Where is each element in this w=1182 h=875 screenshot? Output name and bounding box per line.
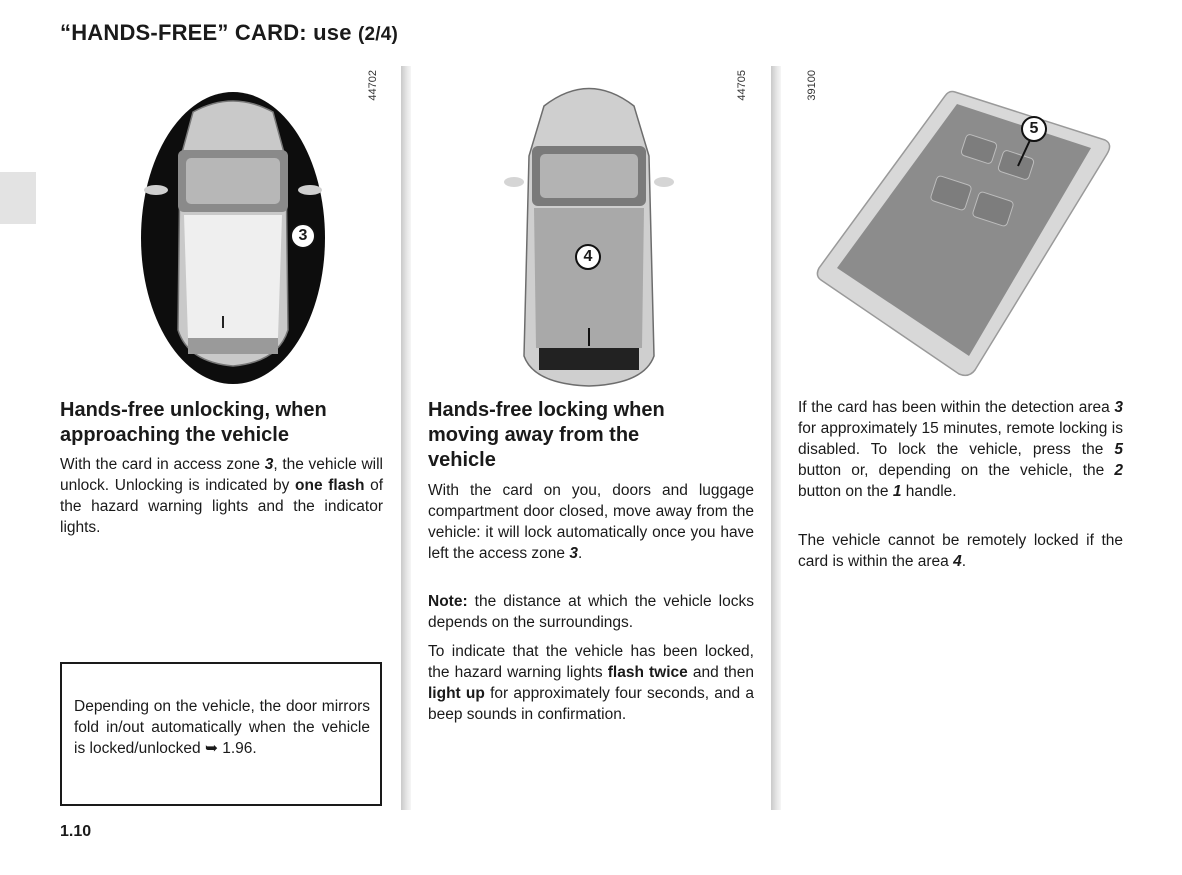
figure-number-3: 39100 — [806, 70, 818, 101]
figure-car-unlocking — [138, 90, 338, 390]
callout-4: 4 — [575, 244, 601, 270]
heading-unlocking-line2: approaching the vehicle — [60, 424, 289, 446]
page-number: 1.10 — [60, 823, 92, 840]
text-run: for approximately 15 minutes, remote locking is disabled. To lock the vehicle, press the — [798, 420, 1123, 458]
locking-confirmation — [428, 641, 754, 725]
column-divider-2 — [771, 66, 781, 810]
remote-locking-warning — [798, 530, 1123, 572]
title-part: (2/4) — [357, 24, 399, 45]
text-run: The vehicle cannot be remotely locked if the card is within the area — [798, 532, 1123, 570]
text-run: and then — [687, 664, 754, 681]
ref-number: 4 — [953, 553, 962, 570]
ref-number: 5 — [1114, 441, 1123, 458]
note-box — [60, 662, 382, 806]
figure-car-locking — [504, 66, 674, 390]
figure-number-1: 44702 — [367, 70, 379, 101]
zone-number: 3 — [264, 456, 274, 473]
text-run: the distance at which the vehicle locks depends on the surroundings. — [428, 593, 754, 631]
text-run: To indicate that the vehicle has been locked, the hazard warning lights — [428, 643, 754, 681]
ref-number: 1 — [892, 483, 902, 500]
heading-unlocking-line1: Hands-free unlocking, when — [60, 399, 327, 421]
text-run: of the hazard warning lights and the indicator lights. — [60, 477, 383, 536]
page-title — [60, 20, 398, 46]
unlocking-paragraph — [60, 454, 383, 538]
zone-number: 3 — [569, 545, 578, 562]
locking-paragraph — [428, 480, 754, 564]
text-run: button or, depending on the vehicle, the — [798, 462, 1115, 479]
car-top-illustration — [504, 66, 674, 390]
figure-hands-free-card — [815, 88, 1115, 378]
text-run: If the card has been within the detection area — [798, 399, 1115, 416]
emphasis: light up — [428, 685, 485, 702]
text-run: button on the — [798, 483, 893, 500]
card-illustration — [815, 88, 1115, 378]
callout-5: 5 — [1021, 116, 1047, 142]
emphasis: flash twice — [607, 664, 688, 681]
text-run: for approximately four seconds, and a beep sounds in confirmation. — [428, 685, 754, 723]
locking-note — [428, 591, 754, 633]
callout-3: 3 — [290, 223, 316, 249]
title-main: “HANDS-FREE” CARD: use — [60, 20, 352, 45]
heading-locking — [428, 398, 758, 473]
note-label: Note: — [428, 593, 468, 610]
column-divider-1 — [401, 66, 411, 810]
text-run: . — [577, 545, 583, 562]
text-run: With the card on you, doors and luggage compartment door closed, move away from the vehicle: it will lock automatically once you have left the access zone — [428, 482, 754, 562]
text-run: With the card in access zone — [60, 456, 265, 473]
ref-number: 2 — [1114, 462, 1123, 479]
heading-unlocking — [60, 398, 390, 448]
heading-locking-line2: moving away from the — [428, 424, 640, 446]
text-run: , the vehicle will unlock. Unlocking is indicated by — [60, 456, 383, 494]
text-run: . — [961, 553, 967, 570]
heading-locking-line1: Hands-free locking when — [428, 399, 665, 421]
emphasis: one flash — [295, 477, 365, 494]
note-text: Depending on the vehicle, the door mirrors fold in/out automatically when the vehicle is locked/unlocked ➥ 1.96. — [74, 698, 370, 757]
figure-number-2: 44705 — [736, 70, 748, 101]
text-run: handle. — [901, 483, 957, 500]
section-tab — [0, 172, 36, 224]
ref-number: 3 — [1114, 399, 1123, 416]
heading-locking-line3: vehicle — [428, 449, 496, 471]
remote-locking-paragraph — [798, 397, 1123, 502]
